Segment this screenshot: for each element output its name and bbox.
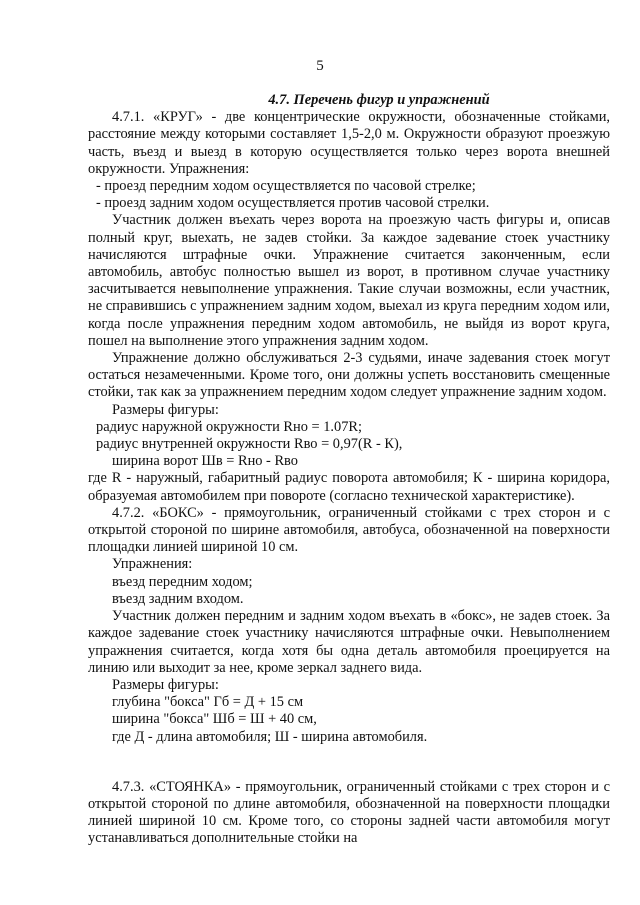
krug-intro: 4.7.1. «КРУГ» - две концентрические окружности, обозначенные стойками, расстояние между которыми составляет 1,5-2,0 м. Окружности образуют проезжую часть, въезд и выезд в которую осуществляется только через ворота внешней окружности. Упражнения:	[88, 109, 610, 177]
box-exercise-reverse: въезд задним входом.	[112, 590, 244, 607]
krug-size-gate: ширина ворот Шв = Rно - Rво	[112, 453, 298, 470]
krug-sizes-title: Размеры фигуры:	[112, 401, 219, 418]
krug-size-inner: радиус внутренней окружности Rво = 0,97(R - К),	[96, 436, 403, 453]
krug-judges-paragraph: Упражнение должно обслуживаться 2-3 судьями, иначе задевания стоек могут остаться незамеченными. Кроме того, они должны успеть восстановить смещенные стойки, так как за упражнением передним ходом следует упражнение задним ходом.	[88, 350, 610, 401]
box-size-width: ширина "бокса" Шб = Ш + 40 см,	[112, 711, 317, 728]
krug-size-outer: радиус наружной окружности Rно = 1.07R;	[96, 418, 362, 435]
box-exercises-title: Упражнения:	[112, 556, 193, 573]
krug-exercise-forward: - проезд передним ходом осуществляется по часовой стрелке;	[96, 178, 476, 195]
page-content	[88, 92, 610, 848]
krug-rules-paragraph: Участник должен въехать через ворота на проезжую часть фигуры и, описав полный круг, выехать, не задев стойки. За каждое задевание стоек участнику начисляются штрафные очки. Упражнение считается законченным, если автомобиль, автобус полностью вышел из ворот, в противном случае участнику засчитывается невыполнение упражнения. Такие случаи возможны, если участник, не справившись с упражнением задним ходом, выехал из круга передним ходом или, когда после упражнения передним ходом автомобиль, не выйдя из ворот круга, пошел на выполнение этого упражнения задним ходом.	[88, 212, 610, 349]
box-intro: 4.7.2. «БОКС» - прямоугольник, ограниченный стойками с трех сторон и с открытой стороной по ширине автомобиля, автобуса, обозначенной на поверхности площадки линией шириной 10 см.	[88, 504, 610, 556]
box-legend: где Д - длина автомобиля; Ш - ширина автомобиля.	[112, 728, 428, 745]
parking-intro: 4.7.3. «СТОЯНКА» - прямоугольник, ограниченный стойками с трех сторон и с открытой стороной по длине автомобиля, обозначенной на поверхности площадки линией шириной 10 см. Кроме того, со стороны задней части автомобиля могут устанавливаться дополнительные стойки на	[88, 778, 610, 847]
section-spacer	[88, 746, 610, 779]
box-exercise-forward: въезд передним ходом;	[112, 573, 253, 590]
box-rules-paragraph: Участник должен передним и задним ходом въехать в «бокс», не задев стоек. За каждое задевание стоек участнику начисляются штрафные очки. Невыполнением упражнения считается, когда хотя бы одна деталь автомобиля проецируется на линию или выходит за нее, кроме зеркал заднего вида.	[88, 608, 610, 676]
krug-legend: где R - наружный, габаритный радиус поворота автомобиля; К - ширина коридора, образуемая автомобилем при повороте (согласно технической характеристике).	[88, 470, 610, 504]
box-size-depth: глубина "бокса" Гб = Д + 15 см	[112, 694, 304, 711]
section-heading: 4.7. Перечень фигур и упражнений	[268, 92, 490, 108]
page-number: 5	[316, 58, 324, 74]
krug-exercise-reverse: - проезд задним ходом осуществляется против часовой стрелки.	[96, 195, 490, 212]
box-sizes-title: Размеры фигуры:	[112, 676, 219, 693]
